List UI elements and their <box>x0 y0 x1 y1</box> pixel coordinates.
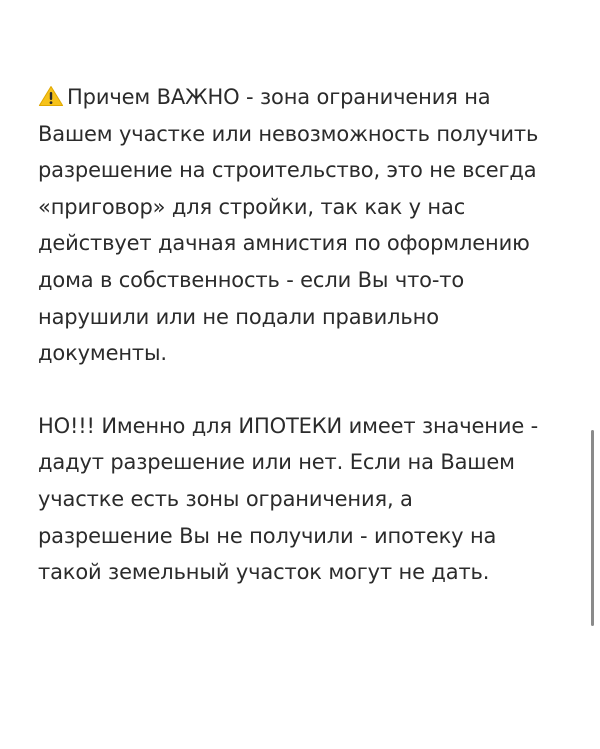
paragraph-line: разрешение Вы не получили - ипотеку на <box>38 523 497 548</box>
paragraph-line: дадут разрешение или нет. Если на Вашем <box>38 450 515 475</box>
paragraph-line: Причем ВАЖНО - зона ограничения на <box>67 85 491 109</box>
paragraph-mortgage <box>38 408 578 591</box>
vertical-scrollbar[interactable] <box>591 430 594 626</box>
paragraph-line: «приговор» для стройки, так как у нас <box>38 194 466 219</box>
paragraph-line: разрешение на строительство, это не всегда <box>38 158 537 183</box>
paragraph-line: документы. <box>38 341 167 366</box>
paragraph-line: участке есть зоны ограничения, а <box>38 486 413 511</box>
paragraph-line: нарушили или не подали правильно <box>38 304 439 329</box>
paragraph-line: Вашем участке или невозможность получить <box>38 121 539 146</box>
paragraph-line: действует дачная амнистия по оформлению <box>38 231 530 256</box>
paragraph-line: НО!!! Именно для ИПОТЕКИ имеет значение - <box>38 413 539 438</box>
message-text <box>38 79 578 591</box>
warning-icon-graphic <box>38 85 64 107</box>
paragraph-warning <box>38 79 578 372</box>
warning-icon <box>38 85 64 107</box>
paragraph-line: такой земельный участок могут не дать. <box>38 560 490 585</box>
text-line <box>38 79 578 116</box>
paragraph-line: дома в собственность - если Вы что-то <box>38 267 465 292</box>
